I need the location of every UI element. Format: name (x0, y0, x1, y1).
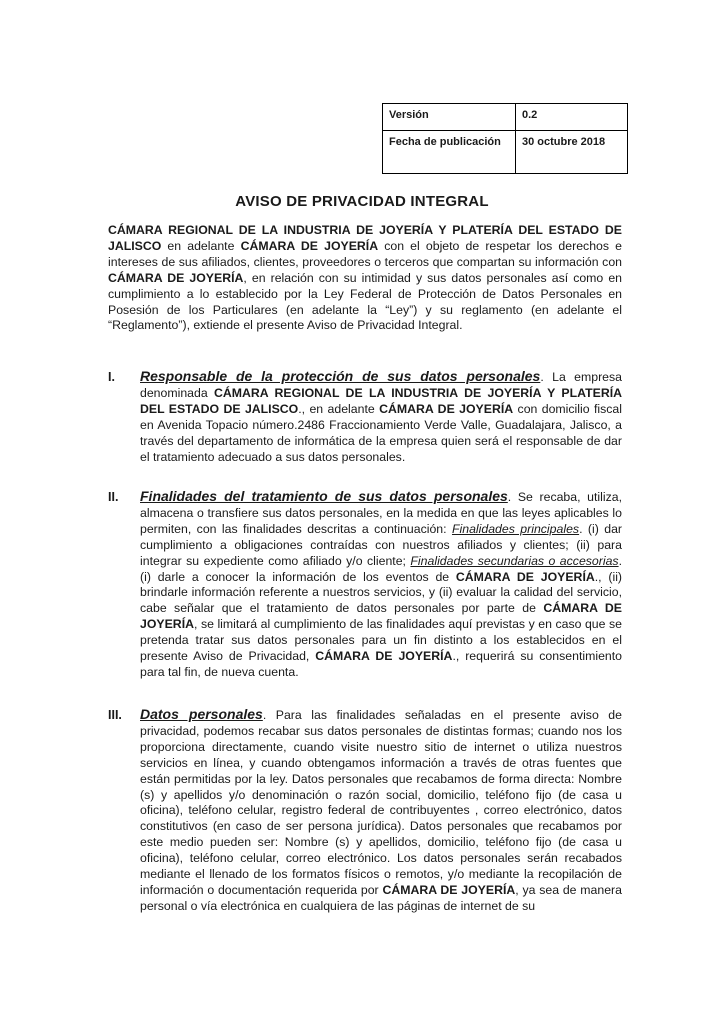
org-short-name: CÁMARA DE JOYERÍA (240, 238, 379, 253)
section-body (140, 489, 622, 681)
section-text: , se limitará al cumplimiento de las finalidades aquí previstas y en caso que se pretenda tratar sus datos personales para un fin distinto a los establecidos en el presente Aviso de Privacidad, (140, 617, 622, 664)
section-number: II. (108, 490, 119, 504)
org-short-name: CÁMARA DE JOYERÍA (455, 569, 595, 584)
publication-date-label: Fecha de publicación (383, 131, 516, 174)
org-short-name: CÁMARA DE JOYERÍA (379, 401, 514, 416)
section-text: . La empresa denominada (140, 370, 622, 400)
section-text: . Para las finalidades señaladas en el presente aviso de privacidad, podemos recabar sus datos personales de distintas formas; cuando nos los proporciona directamente, cuando visite nuestro sitio de internet o utiliza nuestros servicios en línea, y cuando obtengamos información a través de otras fuentes que están permitidas por la ley. Datos personales que recabamos de forma directa: Nombre (s) y apellidos y/o denominación o razón social, domicilio, teléfono fijo (de casa u oficina), teléfono celular, registro federal de contribuyentes , correo electrónico, datos constitutivos (en caso de ser persona jurídica). Datos personales que recabamos por este medio pueden ser: Nombre (s) y apellidos, domicilio, teléfono fijo (de casa u oficina), teléfono celular, correo electrónico. Los datos personales serán recabados mediante el llenado de los formatos físicos o remotos, y/o mediante la recopilación de información o documentación requerida por (140, 708, 622, 897)
section-heading: Responsable de la protección de sus datos personales (140, 368, 541, 384)
section-body (140, 369, 622, 465)
intro-text: en adelante (161, 238, 241, 253)
section-text: con domicilio fiscal en Avenida Topacio número.2486 Fraccionamiento Verde Valle, Guadalajara, Jalisco, a través del departamento de informática de la empresa quien será el responsable de dar el tratamiento adecuado a sus datos personales. (140, 401, 622, 464)
section-heading: Finalidades del tratamiento de sus datos personales (140, 488, 508, 504)
section-body (140, 707, 622, 915)
section-number: III. (108, 708, 122, 722)
section-responsable (108, 369, 622, 465)
section-finalidades (108, 489, 622, 681)
section-text: . (i) darle a conocer la información de los eventos de (140, 553, 623, 584)
document-title: AVISO DE PRIVACIDAD INTEGRAL (235, 193, 489, 210)
version-label: Versión (383, 104, 516, 131)
section-text: ., en adelante (298, 401, 380, 416)
section-heading: Datos personales (140, 706, 263, 722)
section-text: ., requerirá su consentimiento para tal fin, de nueva cuenta. (140, 649, 622, 679)
section-text: . (i) dar cumplimiento a obligaciones contraídas con nuestros afiliados y clientes; (ii) para integrar su expediente como afiliado y/o cliente; (140, 521, 623, 568)
version-table (382, 103, 628, 174)
section-number: I. (108, 370, 115, 384)
org-short-name: CÁMARA DE JOYERÍA (382, 882, 516, 897)
section-text: , ya sea de manera personal o vía electrónica en cualquiera de las páginas de internet de su (140, 882, 622, 913)
org-short-name: CÁMARA DE JOYERÍA (140, 601, 622, 632)
finalidades-secundarias-label: Finalidades secundarias o accesorias (410, 553, 619, 568)
intro-text: con el objeto de respetar los derechos e intereses de sus afiliados, clientes, proveedores o terceros que compartan su información con (108, 238, 622, 269)
org-name: CÁMARA REGIONAL DE LA INDUSTRIA DE JOYERÍA Y PLATERÍA DEL ESTADO DE JALISCO (108, 223, 622, 253)
org-short-name: CÁMARA DE JOYERÍA (108, 270, 244, 285)
version-value: 0.2 (516, 104, 628, 131)
finalidades-principales-label: Finalidades principales (451, 521, 580, 536)
org-name: CÁMARA REGIONAL DE LA INDUSTRIA DE JOYERÍA Y PLATERÍA DEL ESTADO DE JALISCO (140, 385, 622, 416)
intro-text: , en relación con su intimidad y sus datos personales así como en cumplimiento a lo establecido por la Ley Federal de Protección de Datos Personales en Posesión de los Particulares (en adelante la “Ley”) y su reglamento (en adelante el “Reglamento”), extiende el presente Aviso de Privacidad Integral. (108, 270, 623, 333)
intro-paragraph (108, 223, 622, 334)
section-datos-personales (108, 707, 622, 915)
publication-date-value: 30 octubre 2018 (516, 131, 628, 174)
section-text: ., (ii) brindarle información referente a nuestros servicios, y (ii) evaluar la calidad del servicio, cabe señalar que el tratamiento de datos personales por parte de (140, 569, 623, 616)
section-text: . Se recaba, utiliza, almacena o transfiere sus datos personales, en la medida en que las leyes aplicables lo permiten, con las finalidades descritas a continuación: (140, 490, 622, 536)
org-short-name: CÁMARA DE JOYERÍA (315, 649, 453, 664)
